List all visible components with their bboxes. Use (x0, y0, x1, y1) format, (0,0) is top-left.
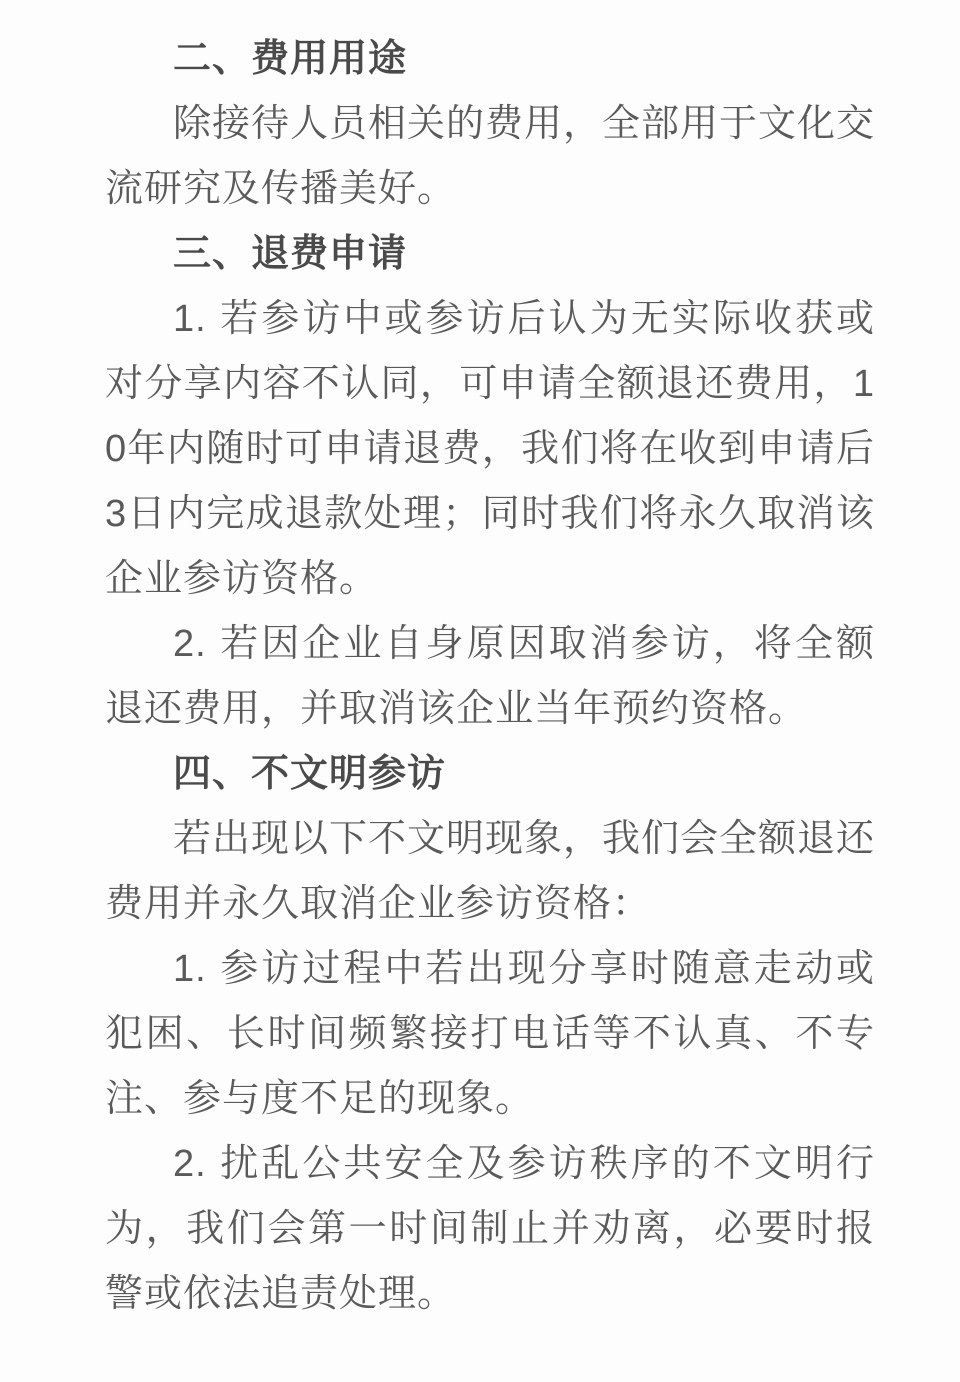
paragraph-fee-usage: 除接待人员相关的费用，全部用于文化交流研究及传播美好。 (105, 103, 876, 210)
heading-refund-application: 三、退费申请 (173, 233, 408, 275)
heading-uncivilized-visit: 四、不文明参访 (173, 753, 447, 795)
paragraph-uncivilized-rule-1: 1. 参访过程中若出现分享时随意走动或犯困、长时间频繁接打电话等不认真、不专注、参与度不足的现象。 (105, 948, 875, 1120)
paragraph-uncivilized-rule-2: 2. 扰乱公共安全及参访秩序的不文明行为，我们会第一时间制止并劝离，必要时报警或依法追责处理。 (105, 1143, 875, 1315)
paragraph-refund-rule-2: 2. 若因企业自身原因取消参访，将全额退还费用，并取消该企业当年预约资格。 (105, 623, 875, 730)
heading-fee-usage: 二、费用用途 (173, 38, 408, 80)
paragraph-refund-rule-1: 1. 若参访中或参访后认为无实际收获或对分享内容不认同，可申请全额退还费用，10年内随时可申请退费，我们将在收到申请后3日内完成退款处理；同时我们将永久取消该企业参访资格。 (105, 298, 875, 600)
paragraph-uncivilized-intro: 若出现以下不文明现象，我们会全额退还费用并永久取消企业参访资格： (105, 818, 876, 925)
